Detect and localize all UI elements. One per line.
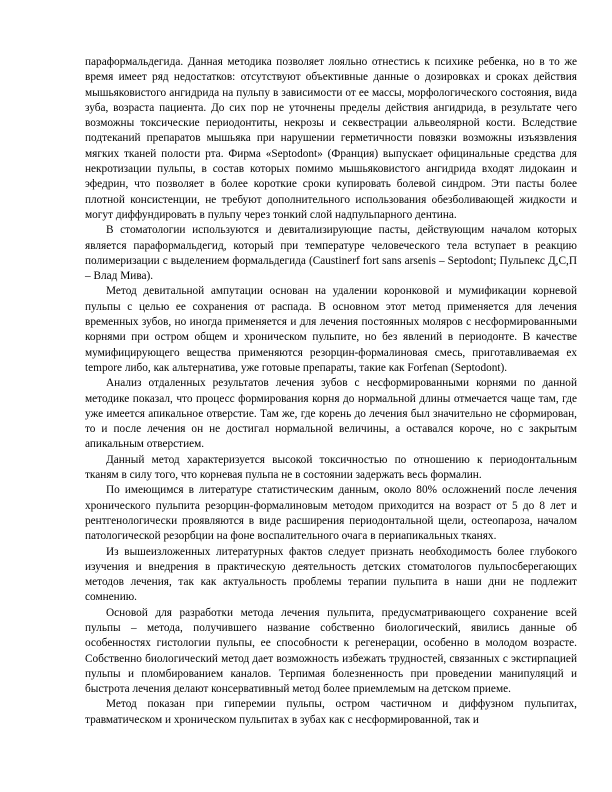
paragraph-8: Основой для разработки метода лечения пульпита, предусматривающего сохранение всей пульпы – метода, получившего название собственно биологический, явились данные об особенностях гистологии пульпы, ее способности к регенерации, особенно в молодом возрасте. Собственно биологический метод дает возможность избежать трудностей, связанных с экстирпацией пульпы и пломбированием каналов. Терпимая болезненность при проведении манипуляций и быстрота лечения делают консервативный метод более приемлемым на детском приеме. bbox=[85, 606, 577, 696]
paragraph-4: Анализ отдаленных результатов лечения зубов с несформированными корнями по данной методике показал, что процесс формирования корня до нормальной длины отмечается чаще там, где уже имеется апикальное отверстие. Там же, где корень до лечения был значительно не сформирован, то и после лечения он не достигал нормальной величины, а оставался короче, но с закрытым апикальным отверстием. bbox=[85, 377, 577, 451]
paragraph-5: Данный метод характеризуется высокой токсичностью по отношению к периодонтальным тканям в силу того, что корневая пульпа не в состоянии задержать весь формалин. bbox=[85, 453, 577, 482]
paragraph-2: В стоматологии используются и девитализирующие пасты, действующим началом которых является параформальдегид, который при температуре человеческого тела вступает в реакцию полимеризации с выделением формальдегида (Caustinerf fort sans arsenis – Septodont; Пульпекс Д,С,П – Влад Мива). bbox=[85, 224, 577, 283]
paragraph-3: Метод девитальной ампутации основан на удалении коронковой и мумификации корневой пульпы с целью ее сохранения от распада. В основном этот метод применяется для лечения временных зубов, но иногда применяется и для лечения постоянных моляров с несформированными корнями при остром общем и хроническом пульпите, но без явлений в периодонте. В качестве мумифицирующего вещества применяются резорцин-формалиновая смесь, приготавливаемая ex tempore либо, как альтернатива, уже готовые препараты, такие как Forfenan (Septodont). bbox=[85, 285, 577, 374]
body-text bbox=[85, 55, 577, 728]
paragraph-1: параформальдегида. Данная методика позволяет лояльно отнестись к психике ребенка, но в то же время имеет ряд недостатков: отсутствуют объективные данные о дозировках и сроках действия мышьяковистого ангидрида на пульпу в зависимости от ее массы, морфологического состояния, вида зуба, возраста пациента. До сих пор не уточнены пределы действия ангидрида, в результате чего возможны токсические периодонтиты, некрозы и секвестрации альвеолярной кости. Вследствие подтеканий препаратов мышьяка при нарушении герметичности повязки возможны изъязвления мягких тканей полости рта. Фирма «Septodont» (Франция) выпускает официнальные средства для некротизации пульпы, в состав которых помимо мышьяковистого ангидрида входят лидокаин и эфедрин, что позволяет в более короткие сроки купировать болевой синдром. Эти пасты более плотной консистенции, не требуют дополнительного использования обезболивающей жидкости и могут диффундировать в пульпу через тонкий слой надпульпарного дентина. bbox=[85, 56, 577, 221]
paragraph-7: Из вышеизложенных литературных фактов следует признать необходимость более глубокого изучения и внедрения в практическую деятельность детских стоматологов пульпосберегающих методов лечения, так как актуальность проблемы терапии пульпита в наши дни не подлежит сомнению. bbox=[85, 545, 577, 604]
paragraph-6: По имеющимся в литературе статистическим данным, около 80% осложнений после лечения хронического пульпита резорцин-формалиновым методом приходится на возраст от 5 до 8 лет и рентгенологически проявляются в виде расширения периодонтальной щели, остеопароза, началом патологической резорбции на фоне воспалительного очага в периапикальных тканях. bbox=[85, 484, 577, 543]
paragraph-9: Метод показан при гиперемии пульпы, остром частичном и диффузном пульпитах, травматическом и хроническом пульпитах в зубах как с несформированной, так и bbox=[85, 698, 577, 726]
